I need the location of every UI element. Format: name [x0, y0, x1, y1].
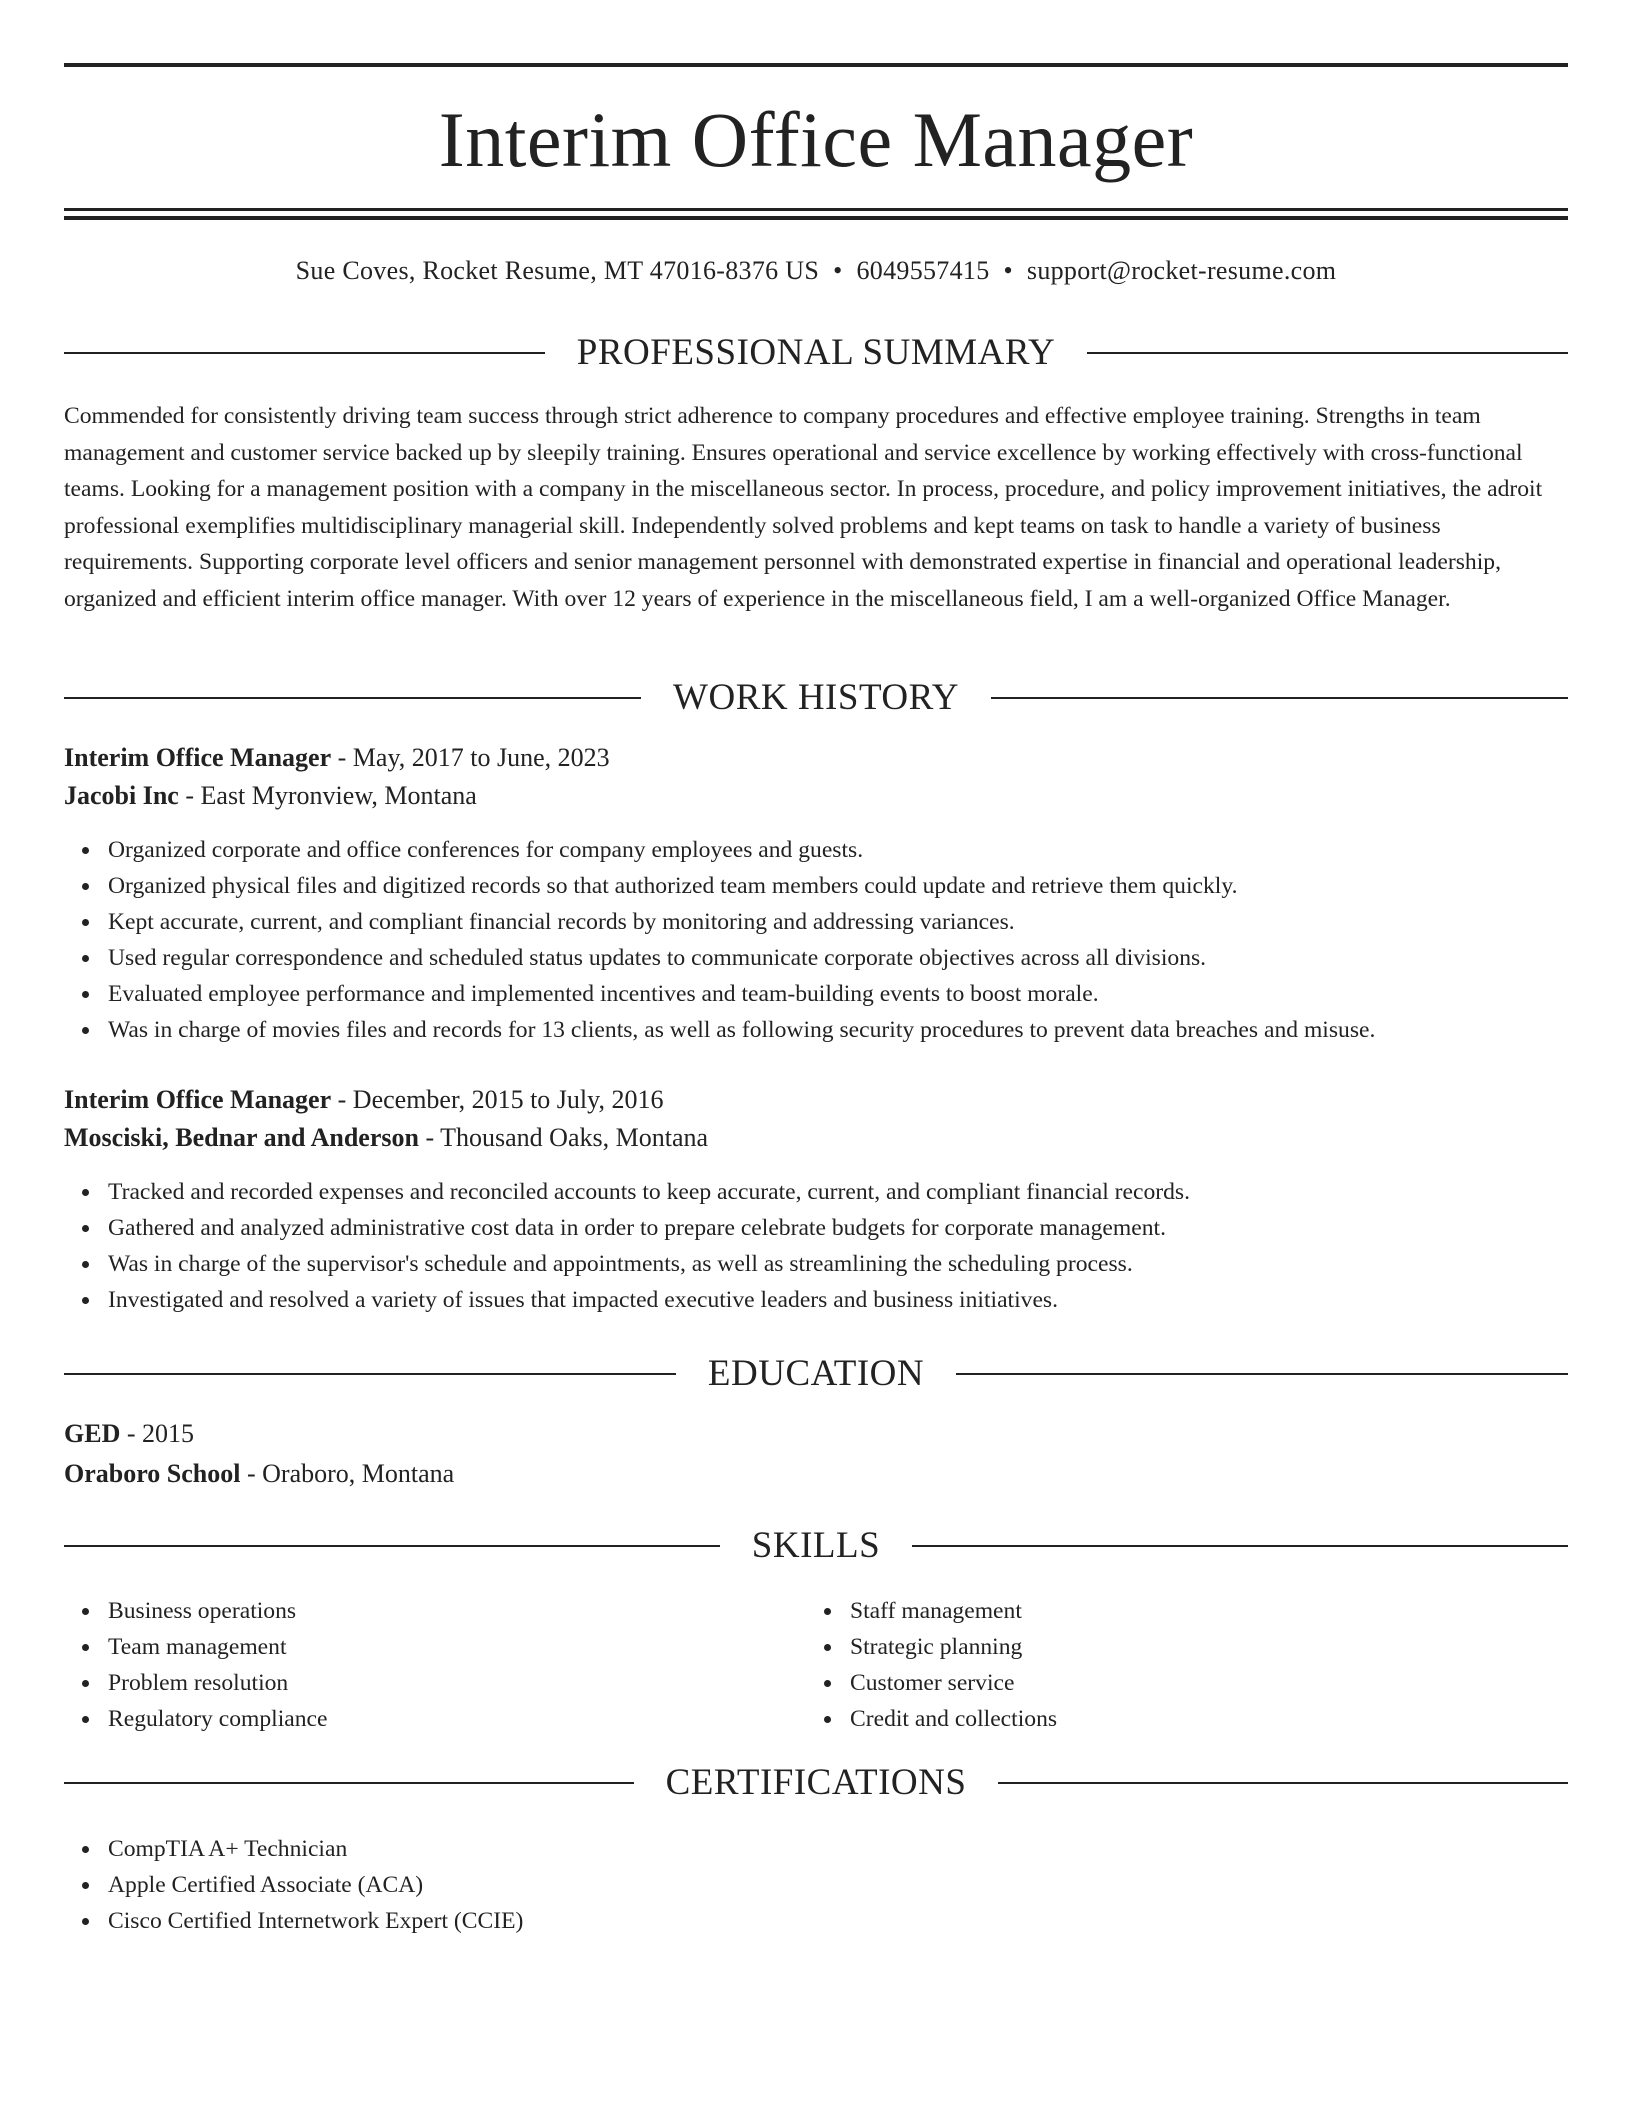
list-item: Was in charge of the supervisor's schedule and appointments, as well as streamlining the scheduling process. — [108, 1246, 1612, 1282]
dash: - — [240, 1459, 263, 1488]
resume-title: Interim Office Manager — [438, 96, 1194, 183]
job-title: Interim Office Manager — [64, 1085, 332, 1114]
section-title: PROFESSIONAL SUMMARY — [576, 332, 1056, 373]
header-top-rule — [64, 63, 1568, 67]
skills-list-right — [806, 1593, 1632, 1737]
skill-item: Regulatory compliance — [108, 1701, 1612, 1737]
contact-email: support@rocket-resume.com — [1026, 256, 1337, 285]
dash: - — [331, 743, 353, 772]
heading-rule — [64, 1545, 720, 1547]
section-heading-education — [64, 1352, 1568, 1396]
section-heading-certifications — [64, 1761, 1568, 1805]
certification-item: CompTIA A+ Technician — [108, 1831, 1612, 1867]
certification-item: Apple Certified Associate (ACA) — [108, 1867, 1612, 1903]
section-title: SKILLS — [751, 1525, 881, 1566]
skill-item: Team management — [108, 1629, 1612, 1665]
skill-item: Staff management — [850, 1593, 1632, 1629]
heading-rule — [956, 1373, 1568, 1375]
job-bullets — [64, 832, 1612, 1048]
job-title-line — [64, 1083, 1568, 1117]
section-heading-summary — [64, 331, 1568, 375]
section-title: EDUCATION — [707, 1353, 925, 1394]
heading-rule — [1087, 352, 1568, 354]
job-location: Thousand Oaks, Montana — [440, 1123, 709, 1152]
contact-separator: • — [833, 256, 843, 285]
dash: - — [120, 1419, 143, 1448]
heading-rule — [912, 1545, 1568, 1547]
dash: - — [418, 1123, 441, 1152]
education-year: 2015 — [142, 1419, 195, 1448]
education-school-line — [64, 1457, 1568, 1491]
job-company: Mosciski, Bednar and Anderson — [64, 1123, 419, 1152]
job-company-line — [64, 1121, 1568, 1155]
job-company-line — [64, 779, 1568, 813]
header-bottom-rule — [64, 208, 1568, 211]
education-school: Oraboro School — [64, 1459, 241, 1488]
certification-item: Cisco Certified Internetwork Expert (CCIE) — [108, 1903, 1612, 1939]
list-item: Was in charge of movies files and records for 13 clients, as well as following security procedures to prevent data breaches and misuse. — [108, 1012, 1612, 1048]
contact-line — [64, 254, 1568, 288]
skill-item: Business operations — [108, 1593, 1612, 1629]
section-heading-work — [64, 676, 1568, 720]
section-title: CERTIFICATIONS — [665, 1762, 967, 1803]
list-item: Organized corporate and office conferences for company employees and guests. — [108, 832, 1612, 868]
job-title-line — [64, 741, 1568, 775]
job-bullets — [64, 1174, 1612, 1318]
header-bottom-rule-2 — [64, 216, 1568, 220]
heading-rule — [998, 1782, 1568, 1784]
job-dates: December, 2015 to July, 2016 — [352, 1085, 664, 1114]
education-degree-line — [64, 1417, 1568, 1451]
contact-separator: • — [1003, 256, 1013, 285]
skill-item: Problem resolution — [108, 1665, 1612, 1701]
list-item: Gathered and analyzed administrative cost data in order to prepare celebrate budgets for corporate management. — [108, 1210, 1612, 1246]
contact-phone: 6049557415 — [856, 256, 990, 285]
education-degree: GED — [64, 1419, 121, 1448]
list-item: Investigated and resolved a variety of issues that impacted executive leaders and business initiatives. — [108, 1282, 1612, 1318]
job-dates: May, 2017 to June, 2023 — [352, 743, 610, 772]
certifications-list — [64, 1831, 1612, 1939]
dash: - — [331, 1085, 353, 1114]
list-item: Tracked and recorded expenses and reconciled accounts to keep accurate, current, and compliant financial records. — [108, 1174, 1612, 1210]
heading-rule — [64, 1373, 676, 1375]
section-title: WORK HISTORY — [673, 677, 959, 718]
dash: - — [178, 781, 201, 810]
skill-item: Credit and collections — [850, 1701, 1632, 1737]
list-item: Kept accurate, current, and compliant financial records by monitoring and addressing variances. — [108, 904, 1612, 940]
heading-rule — [991, 697, 1568, 699]
summary-paragraph: Commended for consistently driving team success through strict adherence to company procedures and effective employee training. Strengths in team management and customer service backed up by sleepily training. Ensures operational and service excellence by working effectively with cross-functional teams. Looking for a management position with a company in the miscellaneous sector. In process, procedure, and policy improvement initiatives, the adroit professional exemplifies multidisciplinary managerial skill. Independently solved problems and kept teams on task to handle a variety of business requirements. Supporting corporate level officers and senior management personnel with demonstrated expertise in financial and operational leadership, organized and efficient interim office manager. With over 12 years of experience in the miscellaneous field, I am a well-organized Office Manager. — [64, 403, 1543, 612]
skill-item: Strategic planning — [850, 1629, 1632, 1665]
heading-rule — [64, 697, 641, 699]
list-item: Evaluated employee performance and implemented incentives and team-building events to boost morale. — [108, 976, 1612, 1012]
education-location: Oraboro, Montana — [262, 1459, 455, 1488]
list-item: Organized physical files and digitized records so that authorized team members could update and retrieve them quickly. — [108, 868, 1612, 904]
job-location: East Myronview, Montana — [200, 781, 477, 810]
skill-item: Customer service — [850, 1665, 1632, 1701]
job-title: Interim Office Manager — [64, 743, 332, 772]
heading-rule — [64, 1782, 634, 1784]
heading-rule — [64, 352, 545, 354]
section-heading-skills — [64, 1524, 1568, 1568]
list-item: Used regular correspondence and scheduled status updates to communicate corporate objectives across all divisions. — [108, 940, 1612, 976]
job-company: Jacobi Inc — [64, 781, 179, 810]
contact-address: Sue Coves, Rocket Resume, MT 47016-8376 US — [295, 256, 820, 285]
